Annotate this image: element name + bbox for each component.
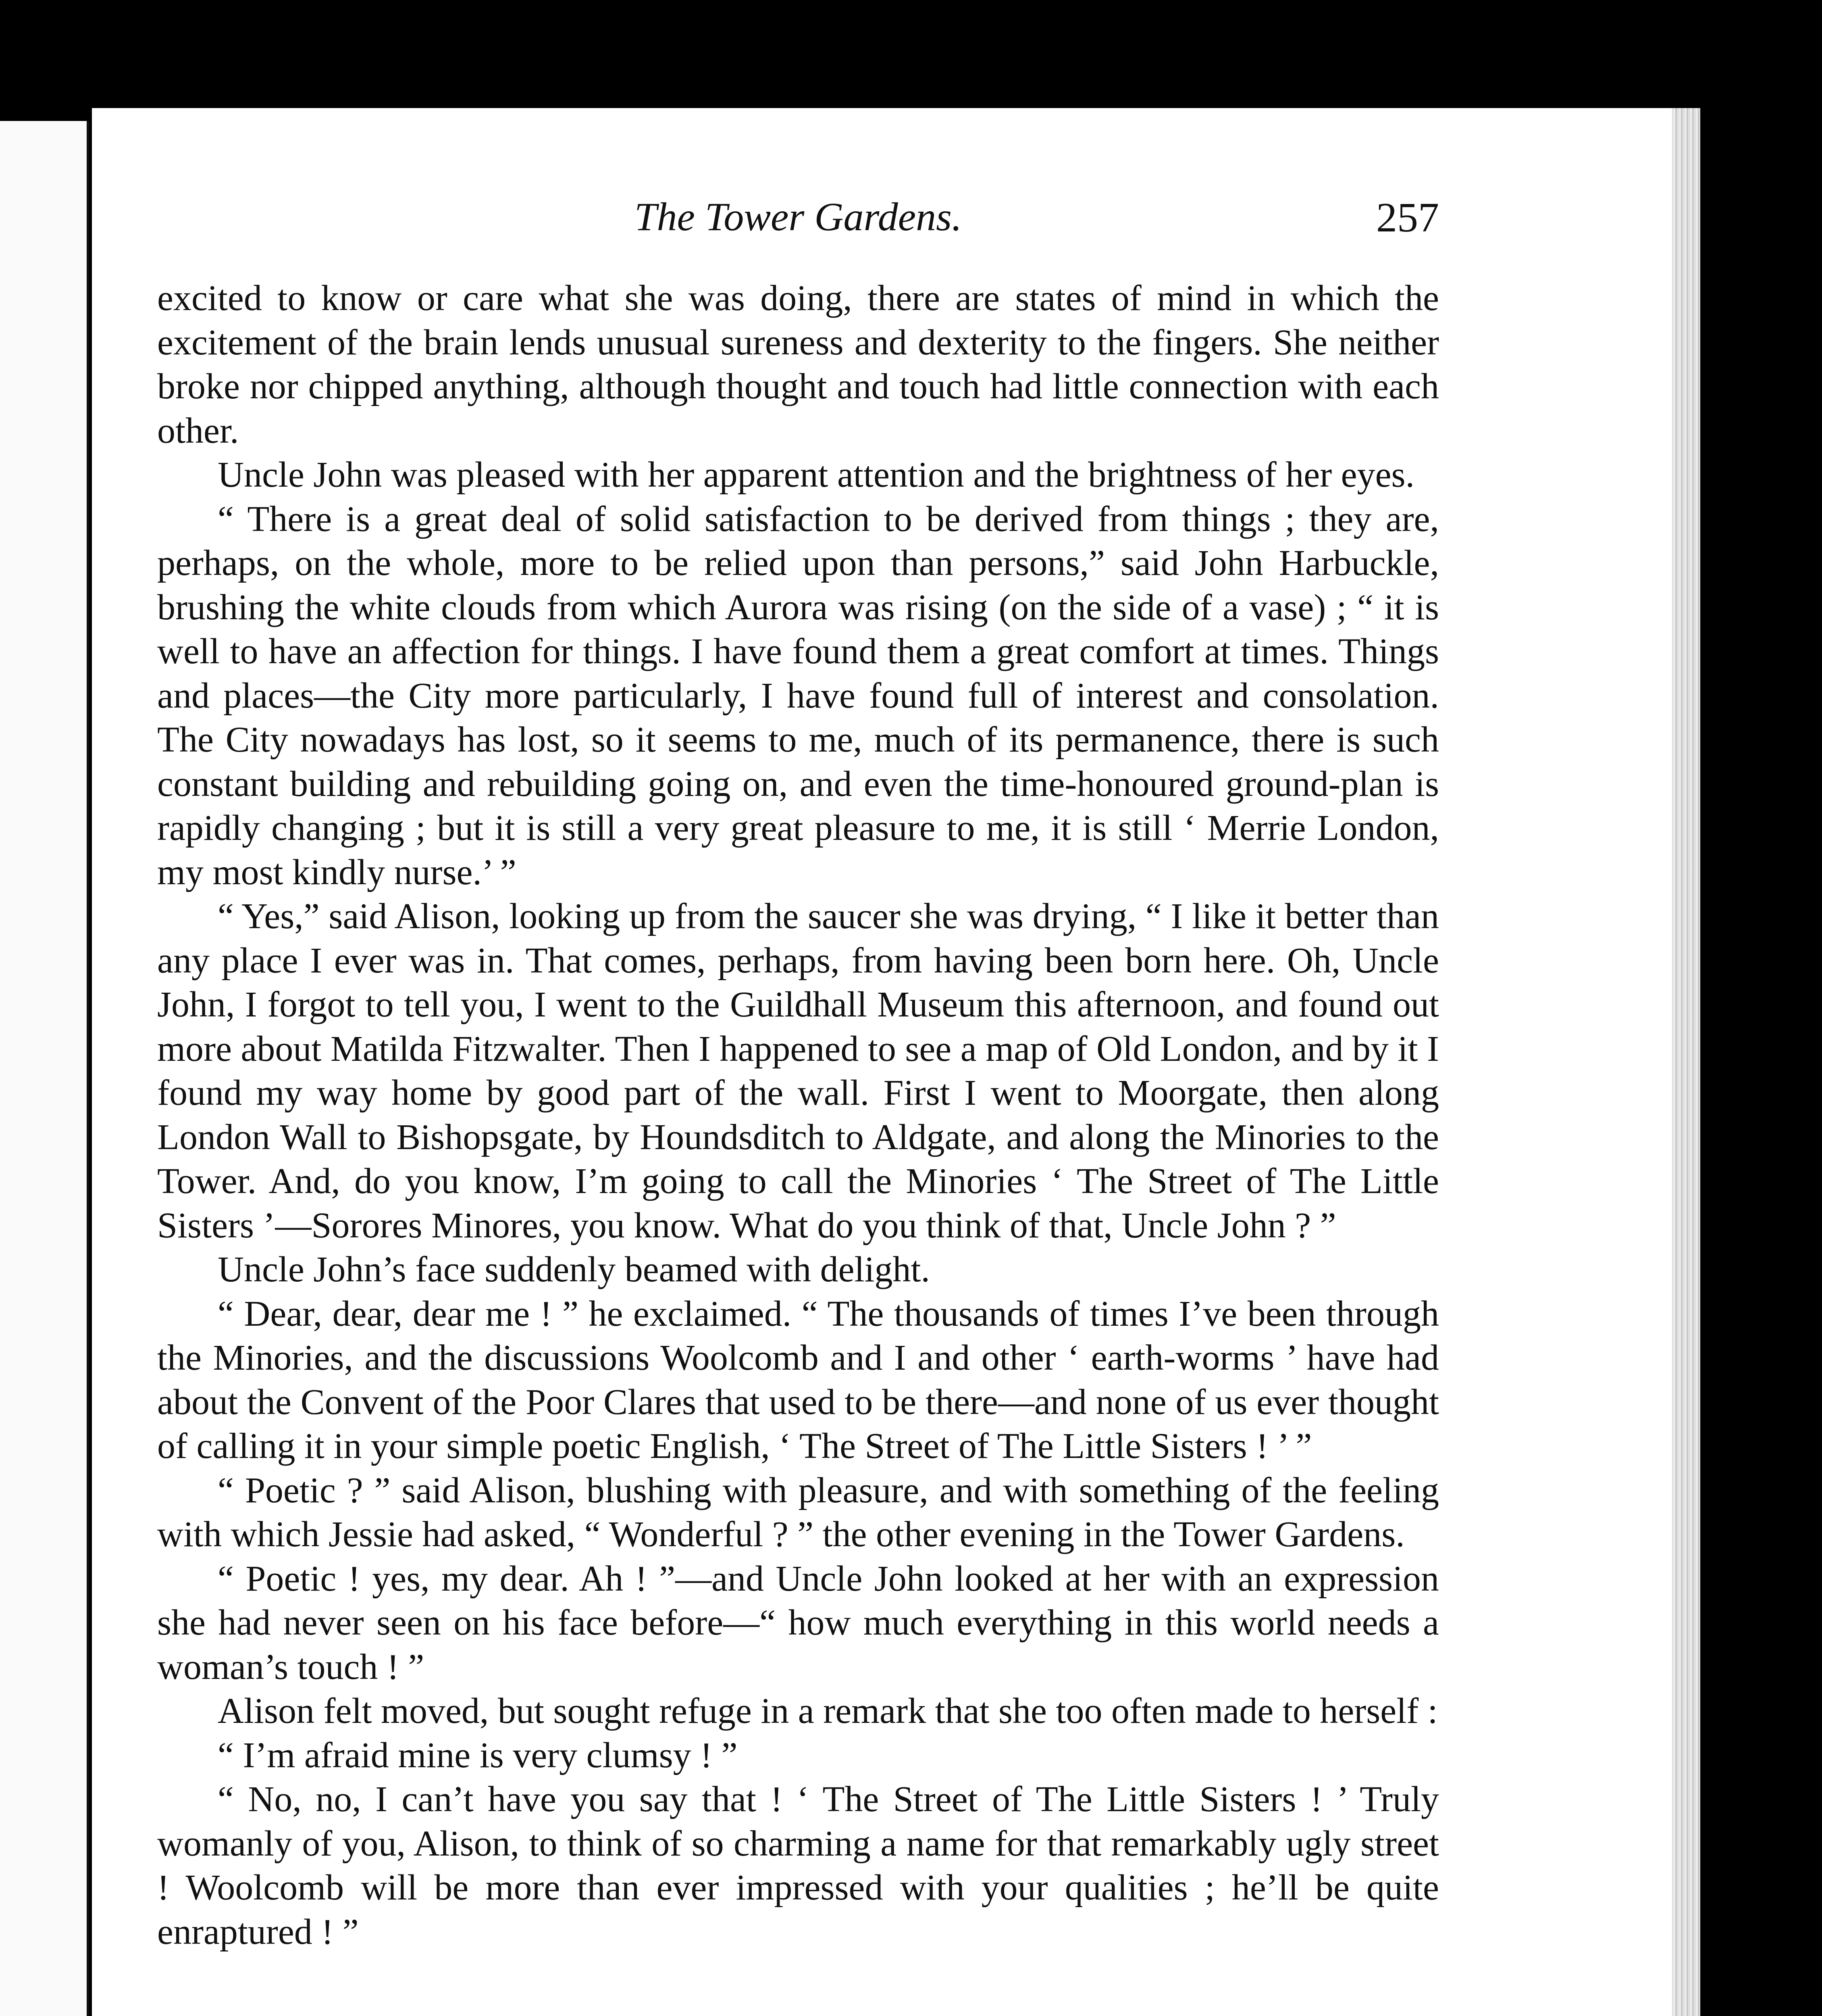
- running-head: The Tower Gardens.: [634, 194, 962, 239]
- paragraph: “ I’m afraid mine is very clumsy ! ”: [218, 1735, 738, 1775]
- paragraph: excited to know or care what she was doing, there are states of mind in which the excitement of the brain lends unusual sureness and dexterity to the fingers. She neither broke nor chipped anything, although thought and touch had little connection with each other.: [157, 278, 1439, 451]
- paragraph: Uncle John’s face suddenly beamed with delight.: [218, 1250, 930, 1289]
- paragraph: “ Poetic ! yes, my dear. Ah ! ”—and Uncle John looked at her with an expression she had never seen on his face before—“ how much everything in this world needs a woman’s touch ! ”: [157, 1558, 1439, 1687]
- paragraph: Uncle John was pleased with her apparent attention and the brightness of her eyes.: [218, 455, 1415, 495]
- paragraph: “ Yes,” said Alison, looking up from the saucer she was drying, “ I like it better than any place I ever was in. That comes, perhaps, from having been born here. Oh, Uncle John, I forgot to tell you, I went to the Guildhall Museum this afternoon, and found out more about Matilda Fitzwalter. Then I happened to see a map of Old London, and by it I found my way home by good part of the wall. First I went to Moorgate, then along London Wall to Bishopsgate, by Houndsditch to Aldgate, and along the Minories to the Tower. And, do you know, I’m going to call the Minories ‘ The Street of The Little Sisters ’—Sorores Minores, you know. What do you think of that, Uncle John ? ”: [157, 896, 1439, 1245]
- body-text: [157, 276, 1439, 1954]
- paragraph: “ Poetic ? ” said Alison, blushing with pleasure, and with something of the feeling with which Jessie had asked, “ Wonderful ? ” the other evening in the Tower Gardens.: [157, 1470, 1439, 1554]
- page-number: 257: [1376, 194, 1439, 241]
- previous-page-edge: [0, 121, 89, 2016]
- paragraph: Alison felt moved, but sought refuge in a remark that she too often made to herself :: [218, 1691, 1438, 1731]
- page-header: [157, 194, 1439, 254]
- page-stack-edge: [1672, 108, 1700, 2016]
- paragraph: “ Dear, dear, dear me ! ” he exclaimed. “ The thousands of times I’ve been through the Minories, and the discussions Woolcomb and I and other ‘ earth-worms ’ have had about the Convent of the Poor Clares that used to be there—and none of us ever thought of calling it in your simple poetic English, ‘ The Street of The Little Sisters ! ’ ”: [157, 1293, 1439, 1466]
- paragraph: “ No, no, I can’t have you say that ! ‘ The Street of The Little Sisters ! ’ Truly womanly of you, Alison, to think of so charming a name for that remarkably ugly street ! Woolcomb will be more than ever impressed with your qualities ; he’ll be quite enraptured ! ”: [157, 1779, 1439, 1952]
- paragraph: “ There is a great deal of solid satisfaction to be derived from things ; they are, perhaps, on the whole, more to be relied upon than persons,” said John Harbuckle, brushing the white clouds from which Aurora was rising (on the side of a vase) ; “ it is well to have an affection for things. I have found them a great comfort at times. Things and places—the City more particularly, I have found full of interest and consolation. The City nowadays has lost, so it seems to me, much of its permanence, there is such constant building and rebuilding going on, and even the time-honoured ground-plan is rapidly changing ; but it is still a very great pleasure to me, it is still ‘ Merrie London, my most kindly nurse.’ ”: [157, 499, 1439, 892]
